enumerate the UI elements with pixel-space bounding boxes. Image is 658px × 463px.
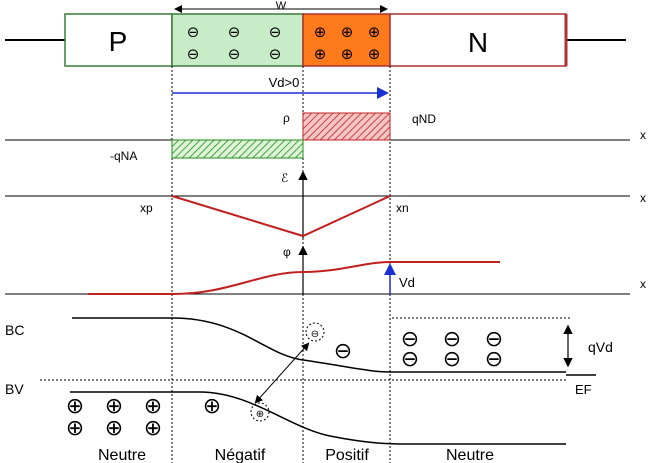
p-label: P: [108, 26, 128, 57]
potential-curve: [88, 262, 500, 294]
acceptor-ion: ⊖: [227, 46, 241, 63]
electron: ⊖: [400, 346, 420, 371]
hole: ⊕: [104, 393, 124, 418]
donor-ion: ⊕: [367, 24, 381, 41]
region-positif: Positif: [325, 447, 369, 463]
field-x-label: x: [640, 191, 646, 205]
hole: ⊕: [65, 415, 85, 440]
n-label: N: [467, 27, 489, 58]
field-curve: [172, 196, 390, 236]
field-label: ℰ: [281, 171, 289, 185]
xp-label: xp: [140, 201, 153, 215]
phi-label: φ: [283, 245, 291, 259]
device-bar: [5, 0, 626, 66]
electron: ⊖: [333, 338, 353, 363]
hole: ⊕: [65, 393, 85, 418]
acceptor-ion: ⊖: [186, 46, 200, 63]
holes: [66, 393, 221, 440]
recombination-arrow: [256, 344, 308, 402]
qna-label: -qNA: [110, 149, 138, 163]
region-negatif: Négatif: [214, 447, 266, 463]
bias-indicator: [172, 75, 386, 93]
region-labels: [98, 447, 494, 463]
electron: ⊖: [442, 346, 462, 371]
hole-dashed-sign: ⊕: [255, 409, 265, 420]
electrons: [334, 326, 503, 371]
electron: ⊖: [484, 326, 504, 351]
charge-x-label: x: [640, 128, 646, 142]
band-diagram: [5, 318, 613, 444]
acceptor-ion: ⊖: [227, 24, 241, 41]
hole: ⊕: [143, 415, 163, 440]
hole: ⊕: [104, 415, 124, 440]
bv-label: BV: [5, 381, 24, 397]
region-neutre-right: Neutre: [445, 447, 495, 463]
region-neutre-left: Neutre: [97, 447, 147, 463]
electron: ⊖: [442, 326, 462, 351]
acceptor-ion: ⊖: [268, 24, 282, 41]
donor-ion: ⊕: [313, 46, 327, 63]
donor-ion: ⊕: [340, 46, 354, 63]
charge-density-plot: [5, 111, 646, 163]
electron: ⊖: [400, 326, 420, 351]
xn-label: xn: [396, 201, 409, 215]
hole: ⊕: [143, 393, 163, 418]
electron-dashed-sign: ⊖: [310, 329, 320, 340]
acceptor-ion: ⊖: [268, 46, 282, 63]
electron: ⊖: [484, 346, 504, 371]
bias-label: Vd>0: [268, 75, 300, 90]
bc-label: BC: [5, 322, 25, 338]
donor-ion: ⊕: [313, 24, 327, 41]
rho-label: ρ: [283, 111, 290, 125]
vd-label: Vd: [399, 275, 415, 290]
qvd-label: qVd: [588, 339, 613, 355]
width-label: W: [275, 0, 287, 12]
ef-label: EF: [575, 382, 592, 397]
donor-ion: ⊕: [340, 24, 354, 41]
donor-ion: ⊕: [367, 46, 381, 63]
hole: ⊕: [202, 393, 222, 418]
negative-charge-block: [172, 140, 303, 158]
potential-plot: [5, 245, 646, 294]
positive-charge-block: [303, 113, 390, 140]
potential-x-label: x: [640, 277, 646, 291]
acceptor-ion: ⊖: [186, 24, 200, 41]
qnd-label: qND: [412, 112, 437, 126]
electric-field-plot: [5, 171, 646, 238]
